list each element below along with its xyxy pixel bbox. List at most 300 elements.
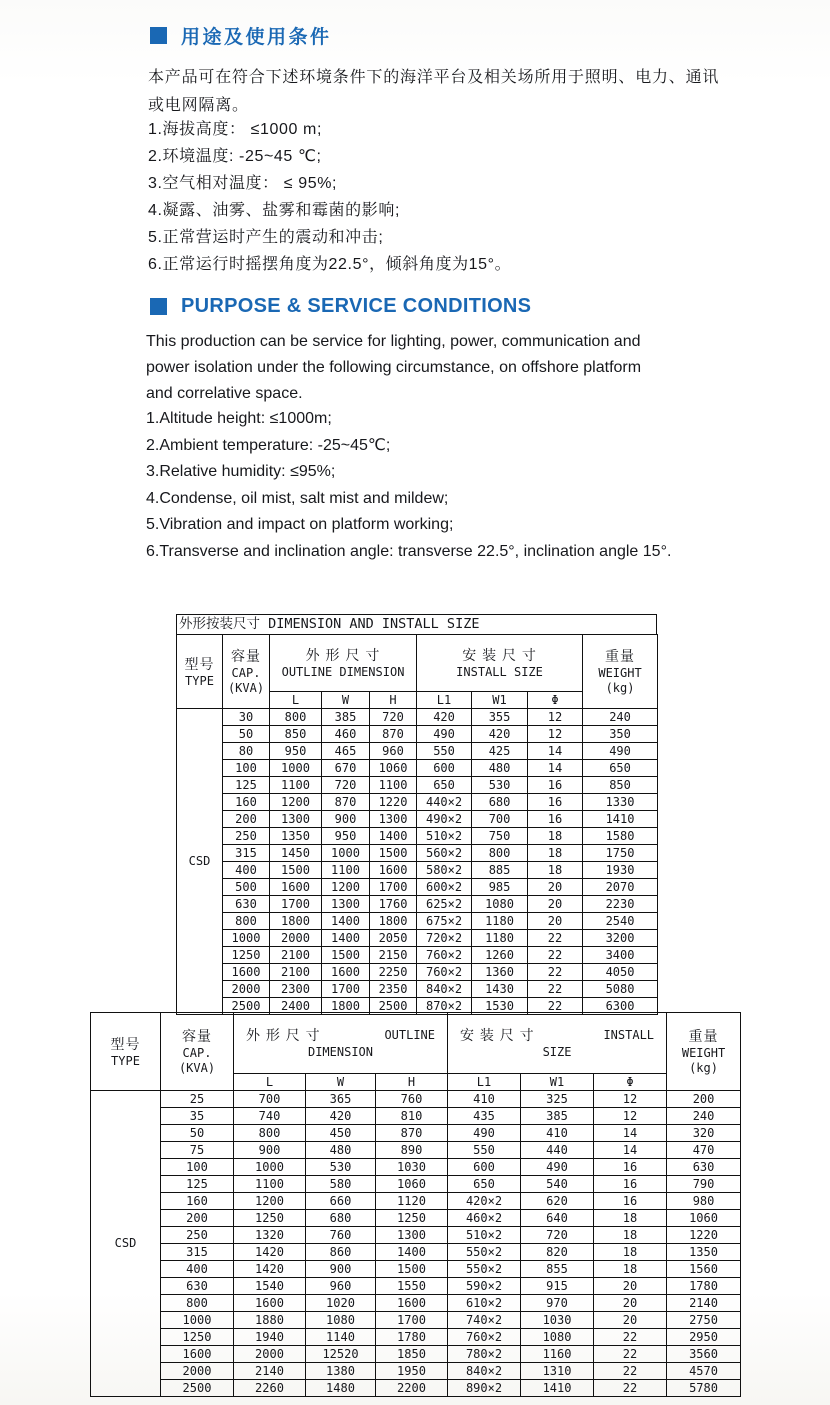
cn-conditions-list [148,116,511,278]
table-cell: 2000 [234,1346,306,1363]
table-cell: 1600 [376,1295,448,1312]
table-cell: 2150 [370,947,417,964]
col-header-weight: 重量 WEIGHT (kg) [583,635,658,709]
table-cell: 800 [270,709,322,726]
table-row [177,947,658,964]
table-row [91,1261,741,1278]
col-header-capacity: 容量 CAP. (KVA) [223,635,270,709]
table-cell: 320 [667,1125,741,1142]
table-cell: 1060 [376,1176,448,1193]
en-section-title: PURPOSE & SERVICE CONDITIONS [181,295,532,317]
condition-item: 2.Ambient temperature: -25~45℃; [146,436,391,454]
table-cell: 580×2 [417,862,472,879]
table-row [91,1091,741,1108]
table-cell: 435 [448,1108,521,1125]
table-cell: 1950 [376,1363,448,1380]
condition-item: 4.凝露、油雾、盐雾和霉菌的影响; [148,202,400,219]
table-cell: 355 [472,709,528,726]
table-cell: 850 [583,777,658,794]
table-cell: 1550 [376,1278,448,1295]
table-row [177,777,658,794]
table-cell: 490×2 [417,811,472,828]
en-conditions-list [146,406,671,565]
table-cell: 760 [376,1091,448,1108]
col-header-outline: 外 形 尺 寸 OUTLINE DIMENSION [270,635,417,692]
table-cell: 100 [161,1159,234,1176]
col-header-H: H [370,692,417,709]
table-row [91,1329,741,1346]
table-cell: 1410 [521,1380,594,1397]
table-cell: 1060 [370,760,417,777]
table-cell: 1400 [370,828,417,845]
table-cell: 1080 [472,896,528,913]
table-cell: 1310 [521,1363,594,1380]
table-cell: 160 [223,794,270,811]
table-cell: 2100 [270,964,322,981]
table-cell: 970 [521,1295,594,1312]
table-cell: 465 [322,743,370,760]
col-header-install: 安 装 尺 寸 INSTALL SIZE [448,1013,667,1074]
table-cell: 790 [667,1176,741,1193]
table-cell: 1930 [583,862,658,879]
table-cell: 400 [223,862,270,879]
table-cell: 3200 [583,930,658,947]
table-row [91,1312,741,1329]
table-cell: 14 [528,743,583,760]
cn-section-heading [150,22,332,49]
table-cell: 660 [306,1193,376,1210]
table-cell: 1250 [223,947,270,964]
table-cell: 160 [161,1193,234,1210]
table-cell: 1600 [223,964,270,981]
table-cell: 950 [322,828,370,845]
table-cell: 5780 [667,1380,741,1397]
table-cell: 1760 [370,896,417,913]
table-cell: 22 [528,964,583,981]
col-header-phi: Φ [528,692,583,709]
table1-header-row [177,635,658,692]
table-row [91,1227,741,1244]
table-row [177,862,658,879]
table-cell: 18 [528,845,583,862]
type-cell: CSD [91,1091,161,1397]
table-cell: 16 [528,811,583,828]
table-cell: 600×2 [417,879,472,896]
table-cell: 1300 [322,896,370,913]
table-cell: 840×2 [417,981,472,998]
table-cell: 1220 [667,1227,741,1244]
table-cell: 75 [161,1142,234,1159]
table-cell: 870 [322,794,370,811]
table-row [91,1244,741,1261]
table-cell: 1000 [234,1159,306,1176]
table-cell: 1120 [376,1193,448,1210]
table-cell: 2100 [270,947,322,964]
col-header-weight: 重量 WEIGHT (kg) [667,1013,741,1091]
table-cell: 490 [521,1159,594,1176]
table-row [177,811,658,828]
table-row [177,930,658,947]
table-cell: 1350 [270,828,322,845]
table-row [177,743,658,760]
table-row [91,1278,741,1295]
col-header-type: 型号 TYPE [91,1013,161,1091]
table-cell: 1060 [667,1210,741,1227]
table-cell: 1540 [234,1278,306,1295]
table-cell: 2000 [223,981,270,998]
table-cell: 1700 [270,896,322,913]
table-cell: 630 [161,1278,234,1295]
table-cell: 22 [594,1329,667,1346]
table-cell: 700 [234,1091,306,1108]
table-row [177,845,658,862]
table-cell: 125 [161,1176,234,1193]
table-cell: 1250 [376,1210,448,1227]
table-cell: 100 [223,760,270,777]
table-row [91,1125,741,1142]
table-cell: 1450 [270,845,322,862]
table-cell: 800 [234,1125,306,1142]
condition-item: 3.空气相对温度： ≤ 95%; [148,175,338,192]
table-cell: 2000 [161,1363,234,1380]
table-cell: 420 [472,726,528,743]
table-cell: 800 [161,1295,234,1312]
table1-title: 外形按装尺寸 DIMENSION AND INSTALL SIZE [176,614,657,634]
table-cell: 5080 [583,981,658,998]
table-row [177,709,658,726]
condition-item: 4.Condense, oil mist, salt mist and mildew; [146,489,449,507]
table-cell: 640 [521,1210,594,1227]
table-cell: 240 [583,709,658,726]
table-cell: 22 [594,1363,667,1380]
table-cell: 14 [594,1125,667,1142]
table-cell: 1780 [376,1329,448,1346]
table-cell: 1300 [370,811,417,828]
table-cell: 22 [528,981,583,998]
table-cell: 1250 [234,1210,306,1227]
table-cell: 200 [161,1210,234,1227]
table-cell: 490 [417,726,472,743]
table-cell: 550 [417,743,472,760]
table-row [91,1380,741,1397]
table-cell: 350 [583,726,658,743]
table-cell: 1500 [322,947,370,964]
table-cell: 1700 [370,879,417,896]
table-cell: 550×2 [448,1244,521,1261]
table-cell: 315 [161,1244,234,1261]
table-cell: 2000 [270,930,322,947]
table-cell: 1080 [521,1329,594,1346]
table-cell: 760×2 [448,1329,521,1346]
table-cell: 22 [594,1380,667,1397]
table-cell: 610×2 [448,1295,521,1312]
table-cell: 1580 [583,828,658,845]
table-cell: 900 [234,1142,306,1159]
section-marker-icon [150,298,167,315]
table-row [91,1295,741,1312]
table-cell: 560×2 [417,845,472,862]
table-cell: 950 [270,743,322,760]
table-cell: 1400 [322,930,370,947]
table-cell: 50 [161,1125,234,1142]
table-row [91,1346,741,1363]
table-cell: 2140 [667,1295,741,1312]
table-cell: 675×2 [417,913,472,930]
table-cell: 1100 [270,777,322,794]
table-cell: 1850 [376,1346,448,1363]
table-cell: 580 [306,1176,376,1193]
table-cell: 870 [370,726,417,743]
table-cell: 400 [161,1261,234,1278]
table-cell: 125 [223,777,270,794]
table-cell: 1300 [270,811,322,828]
table-cell: 460×2 [448,1210,521,1227]
table-cell: 510×2 [448,1227,521,1244]
col-header-L1: L1 [417,692,472,709]
table-row [91,1176,741,1193]
table-cell: 650 [583,760,658,777]
table-cell: 600 [448,1159,521,1176]
table-cell: 1600 [161,1346,234,1363]
col-header-L1: L1 [448,1074,521,1091]
table-cell: 1250 [161,1329,234,1346]
table-cell: 1380 [306,1363,376,1380]
table-cell: 18 [528,862,583,879]
table-cell: 200 [667,1091,741,1108]
table-cell: 1300 [376,1227,448,1244]
table-cell: 885 [472,862,528,879]
table-row [177,913,658,930]
table-cell: 490 [448,1125,521,1142]
col-header-outline: 外 形 尺 寸 OUTLINE DIMENSION [234,1013,448,1074]
dimension-table-2 [90,1012,741,1397]
table-row [91,1159,741,1176]
table-cell: 12 [594,1108,667,1125]
table2-header-row [91,1013,741,1074]
table-cell: 1200 [322,879,370,896]
condition-item: 1.Altitude height: ≤1000m; [146,410,332,427]
table-cell: 420 [306,1108,376,1125]
table-cell: 2500 [161,1380,234,1397]
table-cell: 1600 [370,862,417,879]
col-header-phi: Φ [594,1074,667,1091]
table-cell: 325 [521,1091,594,1108]
table-cell: 1260 [472,947,528,964]
table-cell: 1800 [322,998,370,1015]
cn-section-title: 用途及使用条件 [181,27,332,48]
table-cell: 12 [594,1091,667,1108]
table-cell: 1600 [270,879,322,896]
table-cell: 2200 [376,1380,448,1397]
table-cell: 800 [223,913,270,930]
table-cell: 1330 [583,794,658,811]
table-cell: 960 [306,1278,376,1295]
col-header-capacity: 容量 CAP. (KVA) [161,1013,234,1091]
table-cell: 16 [594,1159,667,1176]
table-cell: 550×2 [448,1261,521,1278]
table-cell: 1200 [270,794,322,811]
table-row [177,964,658,981]
table-cell: 22 [528,998,583,1015]
table-cell: 22 [528,930,583,947]
table-cell: 385 [521,1108,594,1125]
table-cell: 1880 [234,1312,306,1329]
table-cell: 650 [448,1176,521,1193]
table-cell: 3560 [667,1346,741,1363]
table-cell: 22 [594,1346,667,1363]
table-cell: 1780 [667,1278,741,1295]
table-cell: 2230 [583,896,658,913]
table-cell: 20 [594,1278,667,1295]
table-cell: 550 [448,1142,521,1159]
table-cell: 2050 [370,930,417,947]
table-cell: 855 [521,1261,594,1278]
table-cell: 4570 [667,1363,741,1380]
table-row [91,1193,741,1210]
table-cell: 20 [528,879,583,896]
table-row [91,1108,741,1125]
table-cell: 1100 [370,777,417,794]
table-cell: 810 [376,1108,448,1125]
table-cell: 1400 [322,913,370,930]
table-cell: 20 [594,1295,667,1312]
table-cell: 2070 [583,879,658,896]
table-cell: 540 [521,1176,594,1193]
condition-item: 5.正常营运时产生的震动和冲击; [148,229,384,246]
col-header-install: 安 装 尺 寸 INSTALL SIZE [417,635,583,692]
table-cell: 18 [528,828,583,845]
table-cell: 200 [223,811,270,828]
table-row [91,1142,741,1159]
table-cell: 20 [594,1312,667,1329]
table-cell: 2250 [370,964,417,981]
table-cell: 1500 [376,1261,448,1278]
table-cell: 1000 [223,930,270,947]
table-cell: 2500 [223,998,270,1015]
table-cell: 900 [322,811,370,828]
table-row [177,828,658,845]
table-cell: 1030 [521,1312,594,1329]
table-cell: 850 [270,726,322,743]
table-cell: 450 [306,1125,376,1142]
table-cell: 410 [521,1125,594,1142]
table-cell: 1000 [270,760,322,777]
table-cell: 700 [472,811,528,828]
col-header-L: L [234,1074,306,1091]
col-header-W1: W1 [472,692,528,709]
table-cell: 16 [594,1193,667,1210]
table-cell: 985 [472,879,528,896]
table-row [177,981,658,998]
table-cell: 1020 [306,1295,376,1312]
table-cell: 1410 [583,811,658,828]
table-cell: 365 [306,1091,376,1108]
table-cell: 840×2 [448,1363,521,1380]
col-header-W1: W1 [521,1074,594,1091]
cn-section-intro: 本产品可在符合下述环境条件下的海洋平台及相关场所用于照明、电力、通讯或电网隔离。 [148,69,720,114]
table-cell: 890 [376,1142,448,1159]
table-cell: 1080 [306,1312,376,1329]
table-cell: 1420 [234,1261,306,1278]
table-cell: 14 [594,1142,667,1159]
table-cell: 6300 [583,998,658,1015]
table-cell: 250 [223,828,270,845]
table-cell: 16 [528,794,583,811]
table-cell: 18 [594,1210,667,1227]
table-cell: 460 [322,726,370,743]
table-row [177,794,658,811]
table-cell: 780×2 [448,1346,521,1363]
table-cell: 860 [306,1244,376,1261]
table-cell: 870×2 [417,998,472,1015]
table-cell: 740 [234,1108,306,1125]
table-cell: 740×2 [448,1312,521,1329]
table-cell: 35 [161,1108,234,1125]
table-cell: 720 [322,777,370,794]
table-cell: 1140 [306,1329,376,1346]
table-cell: 1220 [370,794,417,811]
table-cell: 25 [161,1091,234,1108]
table-cell: 480 [472,760,528,777]
type-cell: CSD [177,709,223,1015]
table-row [177,896,658,913]
table-cell: 2750 [667,1312,741,1329]
table-cell: 680 [306,1210,376,1227]
en-section-heading [150,295,531,318]
table-cell: 4050 [583,964,658,981]
table-cell: 2140 [234,1363,306,1380]
table-cell: 16 [528,777,583,794]
table-cell: 22 [528,947,583,964]
condition-item: 2.环境温度: -25~45 ℃; [148,148,322,165]
table-cell: 1200 [234,1193,306,1210]
table-cell: 1430 [472,981,528,998]
table-cell: 420×2 [448,1193,521,1210]
table-cell: 680 [472,794,528,811]
table-cell: 960 [370,743,417,760]
table-cell: 1350 [667,1244,741,1261]
table-cell: 630 [223,896,270,913]
table-cell: 510×2 [417,828,472,845]
table-cell: 720×2 [417,930,472,947]
table-cell: 490 [583,743,658,760]
table-cell: 2350 [370,981,417,998]
table-cell: 410 [448,1091,521,1108]
table-cell: 12520 [306,1346,376,1363]
table-cell: 620 [521,1193,594,1210]
table-cell: 590×2 [448,1278,521,1295]
table-cell: 18 [594,1261,667,1278]
table-cell: 2540 [583,913,658,930]
condition-item: 6.Transverse and inclination angle: transverse 22.5°, inclination angle 15°. [146,542,672,560]
table-cell: 1600 [234,1295,306,1312]
table-cell: 20 [528,896,583,913]
table-cell: 1800 [370,913,417,930]
condition-item: 6.正常运行时摇摆角度为22.5°，倾斜角度为15°。 [148,256,512,273]
condition-item: 5.Vibration and impact on platform working; [146,516,454,533]
table-row [177,726,658,743]
table-cell: 1500 [370,845,417,862]
table-cell: 1030 [376,1159,448,1176]
table-cell: 1420 [234,1244,306,1261]
table-cell: 420 [417,709,472,726]
table-cell: 1940 [234,1329,306,1346]
table-cell: 915 [521,1278,594,1295]
col-header-W: W [322,692,370,709]
table-cell: 18 [594,1227,667,1244]
table-cell: 2260 [234,1380,306,1397]
table-cell: 1000 [161,1312,234,1329]
